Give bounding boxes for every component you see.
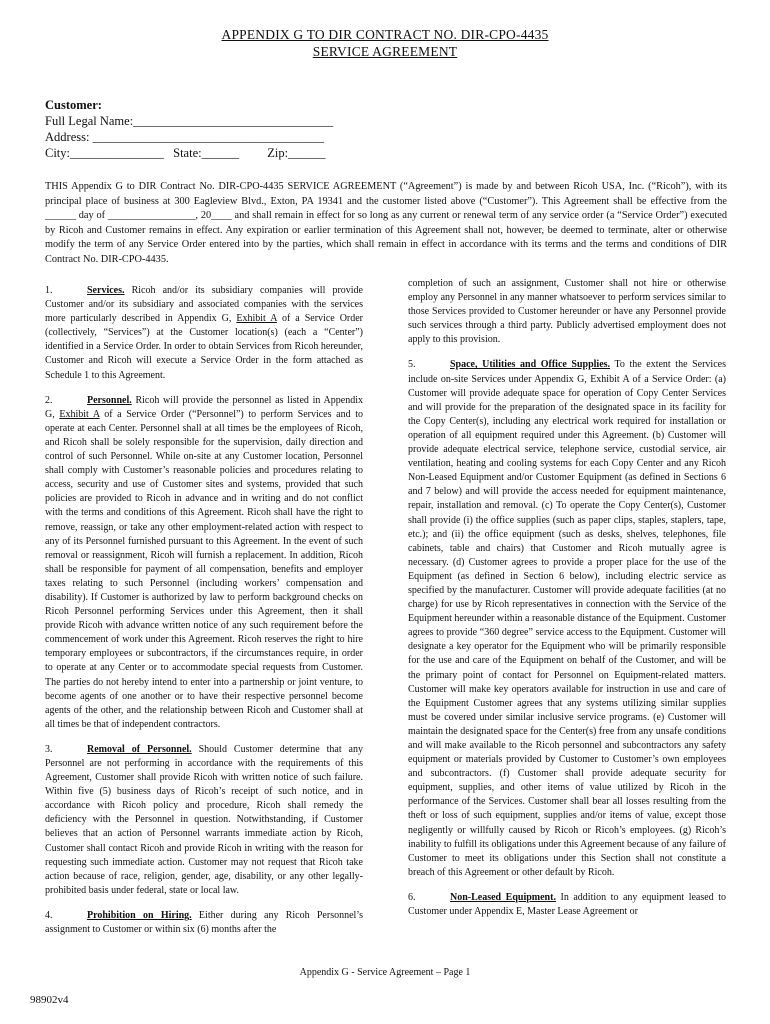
exhibit-link: Exhibit A bbox=[236, 313, 277, 325]
section-heading: Prohibition on Hiring. bbox=[87, 909, 192, 921]
section-text: of a Service Order (collectively, “Services”) at the Customer location(s) (each a “Center”) identified in a Service Order. In order to obtain Services from Ricoh hereunder, Customer and Ricoh will execute a Service Order in the form attached as Schedule 1 to this Agreement. bbox=[45, 313, 364, 381]
section-number: 2. bbox=[45, 394, 53, 406]
section-number: 1. bbox=[45, 285, 53, 296]
page-footer: Appendix G - Service Agreement – Page 1 bbox=[299, 967, 471, 978]
section-text: In addition to any equipment leased to Customer under Appendix E, Master Lease Agreement or bbox=[408, 891, 727, 918]
exhibit-link: Exhibit A bbox=[59, 408, 100, 420]
section-text: of a Service Order (“Personnel”) to perform Services and to operate at each Center. Personnel shall at all times be the employees of Ricoh, and Ricoh shall be solely responsible for the supervision, daily direction and control of such Personnel. While on-site at any Customer location, Personnel shall comply with Customer’s reasonable policies and procedures relating to access, security and use of Customer sites and systems, provided that such policies are provided to Ricoh in advance and in writing and do not conflict with the terms and conditions of this Agreement. Ricoh shall have the right to remove, reassign, or take any other employment-related action with respect to any of its Personnel furnished pursuant to this Agreement. In the event of such removal or reassignment, Ricoh will furnish a replacement. In addition, Ricoh shall be responsible for payment of all compensation, benefits and employer taxes relating to such Personnel (including workers’ compensation and disability). If Customer is authorized by law to perform background checks on Ricoh Personnel performing Services under this Agreement, then it shall provide Ricoh with advance written notice of any such requirement before the commencement of work under this Agreement. Ricoh reserves the right to hire temporary employees or subcontractors, if the circumstances require, in order to operate at any Center or to accommodate special requests from Customer. The parties do not hereby intend to enter into a partnership or joint venture, to become agents of one another or to have their respective personnel become agents of the other, and the relationship between Ricoh and Customer shall at all times be that of independent contractors. bbox=[45, 408, 363, 730]
section-prohibition-continued: completion of such an assignment, Customer shall not hire or otherwise employ any Personnel in any manner whatsoever to perform services similar to those Services provided to Customer hereunder or have any Personnel provide such services through a third party. Publicly advertised employment does not apply to this provision. bbox=[408, 278, 726, 346]
legal-name-field[interactable]: Full Legal Name:________________________________ bbox=[45, 114, 334, 128]
address-field[interactable]: Address: _____________________________________ bbox=[45, 130, 324, 144]
left-column bbox=[45, 284, 363, 948]
section-number: 4. bbox=[45, 909, 53, 921]
document-subtitle: SERVICE AGREEMENT bbox=[312, 44, 458, 59]
section-text: Either during any Ricoh Personnel’s assignment to Customer or within six (6) months after the bbox=[45, 909, 363, 936]
section-heading: Space, Utilities and Office Supplies. bbox=[450, 359, 611, 371]
section-text: Ricoh will provide the personnel as listed in Appendix G, bbox=[45, 394, 363, 420]
section-text: To the extent the Services include on-site Services under Appendix G, Exhibit A of a Service Order: (a) Customer will provide adequate space for operation of Copy Center Services and will provide for the preparation of the designated space in its facility for the Copy Center(s), including any electrical work required for installation or operation of all equipment required under this Agreement. (b) Customer will provide adequate electrical service, telephone service, custodial service, air ventilation, heating and cooling systems for each Copy Center and any Ricoh Non-Leased Equipment and/or Customer Equipment (as defined in Sections 6 and 7 below) and will provide the access needed for equipment maintenance, repair, installation and removal. (c) To operate the Copy Center(s), Customer shall provide (i) the office supplies (such as paper clips, staples, staplers, tape, etc.); and (ii) the office equipment (such as desks, shelves, telephones, file cabinets, table and chairs) that Customer and Ricoh mutually agree is necessary. (d) Customer agrees to provide a proper place for the use of the Equipment (as defined in Section 6 below), including electric service as specified by the manufacturer. Customer will provide adequate facilities (at no charge) for use by Ricoh representatives in connection with the Service of the Equipment hereunder within a reasonable distance of the Equipment. Customer agrees to provide “360 degree” service access to the Equipment. Customer will designate a key operator for the Equipment who will be primarily responsible for the use and care of the Equipment on behalf of the Customer, and will be the primary point of contact for Personnel on Equipment-related matters. Customer will make key operators available for instruction in use and care of the Equipment Customer agrees that any systems utilizing similar supplies must be covered under similar inclusive service programs. (e) Customer will maintain the designated space for the Center(s) free from any unsafe conditions and will make available to the Ricoh personnel and subcontractors any safety equipment or materials provided by Customer to Customer’s own employees and subcontractors. (f) Customer shall provide adequate security for equipment, supplies, and other items of value utilized by Ricoh in the performance of the Services. Customer shall bear all losses resulting from the theft or loss of such equipment, supplies and/or items of value, except those negligently or willfully caused by Ricoh or Ricoh’s employees. (g) Ricoh’s inability to fulfill its obligations under this Agreement because of any failure of Customer to meet its obligations under this Section shall not constitute a breach of this Agreement or other default by Ricoh. bbox=[408, 359, 726, 878]
section-personnel bbox=[45, 394, 363, 732]
intro-paragraph: THIS Appendix G to DIR Contract No. DIR-CPO-4435 SERVICE AGREEMENT (“Agreement”) is made by and between Ricoh USA, Inc. (“Ricoh”), with its principal place of business at 300 Eagleview Blvd., Exton, PA 19341 and the customer listed above (“Customer”). This Agreement shall be effective from the ______ day of _________________, 20____ and shall remain in effect for so long as any current or renewal term of any service order (a “Service Order”) executed by Ricoh and Customer remains in effect. Any expiration or earlier termination of this Agreement shall not, however, be deemed to terminate, alter or otherwise modify the term of any Service Order entered into by the parties, which shall remain in effect in accordance with its terms and the terms and conditions of DIR Contract No. DIR-CPO-4435. bbox=[45, 181, 727, 265]
customer-heading: Customer: bbox=[45, 98, 102, 112]
document-id: 98902v4 bbox=[30, 994, 69, 1006]
section-non-leased-equipment bbox=[408, 891, 726, 919]
section-removal-of-personnel bbox=[45, 743, 363, 898]
section-heading: Non-Leased Equipment. bbox=[450, 891, 556, 903]
section-heading: Removal of Personnel. bbox=[87, 743, 192, 755]
section-number: 5. bbox=[408, 359, 416, 371]
section-text: Ricoh and/or its subsidiary companies will provide Customer and/or its subsidiary and associated companies with the services more particularly described in Appendix G, bbox=[45, 285, 363, 325]
section-prohibition-on-hiring bbox=[45, 909, 363, 937]
right-column bbox=[408, 277, 726, 930]
section-heading: Personnel. bbox=[87, 394, 132, 406]
document-title: APPENDIX G TO DIR CONTRACT NO. DIR-CPO-4435 bbox=[221, 27, 549, 42]
city-state-zip-field[interactable]: City:_______________ State:______ Zip:______ bbox=[45, 146, 326, 160]
section-space-utilities bbox=[408, 358, 726, 879]
section-heading: Services. bbox=[87, 285, 125, 296]
section-number: 6. bbox=[408, 891, 416, 903]
section-services bbox=[45, 284, 363, 383]
section-text: Should Customer determine that any Personnel are not performing in accordance with the requirements of this Agreement, Customer shall provide Ricoh with written notice of such failure. Within five (5) business days of Ricoh’s receipt of such notice, and in accordance with Ricoh policy and procedure, Ricoh shall remedy the deficiency with the Personnel in question. Notwithstanding, if Customer believes that an action of Personnel warrants immediate action by Ricoh, Customer shall contact Ricoh and provide Ricoh in writing with the reason for requesting such immediate action. Customer may not request that Ricoh take action because of race, religion, gender, age, disability, or any other legally-prohibited basis under federal, state or local law. bbox=[45, 743, 363, 896]
section-number: 3. bbox=[45, 743, 53, 755]
